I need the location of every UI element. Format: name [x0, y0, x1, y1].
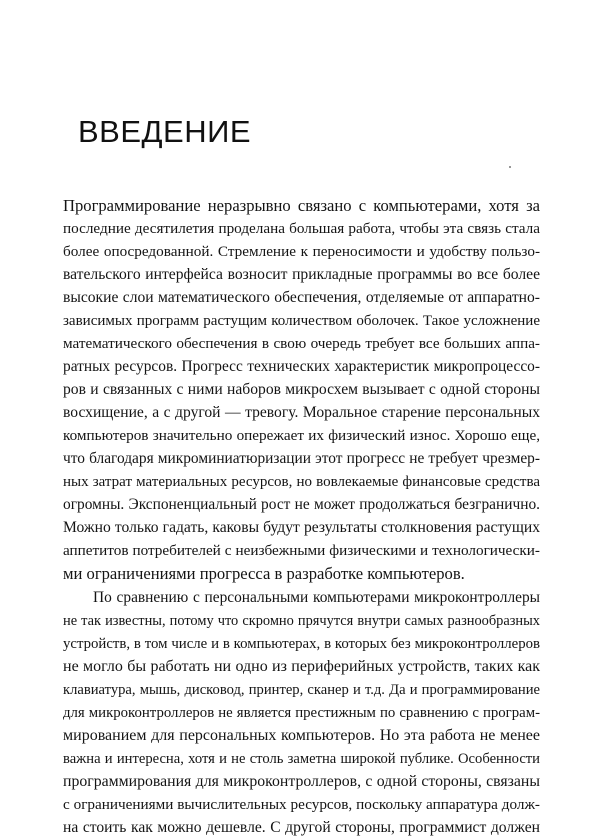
text-line: Программирование неразрывно связано с компьютерами, хотя за	[63, 196, 540, 215]
text-line: огромны. Экспоненциальный рост не может продолжаться безгранично.	[63, 496, 540, 513]
text-line: восхищение, а с другой — тревогу. Моральное старение персональных	[63, 404, 540, 421]
text-line: высокие слои математического обеспечения, отделяемые от аппаратно-	[63, 289, 540, 306]
text-line: более опосредованной. Стремление к переносимости и удобству пользо-	[63, 243, 540, 260]
text-line: не могло бы работать ни одно из периферийных устройств, таких как	[63, 658, 540, 675]
text-line: мированием для персональных компьютеров. Но эта работа не менее	[63, 727, 540, 744]
text-line: важна и интересна, хотя и не столь заметна широкой публике. Особенности	[63, 751, 540, 767]
text-line: программирования для микроконтроллеров, с одной стороны, связаны	[63, 773, 540, 790]
chapter-title: ВВЕДЕНИЕ	[78, 114, 252, 149]
text-line-last: ми ограничениями прогресса в разработке компьютеров.	[63, 564, 465, 583]
text-line: клавиатура, мышь, дисковод, принтер, сканер и т.д. Да и программирование	[63, 682, 540, 698]
text-line: математического обеспечения в свою очередь требует все больших аппа-	[63, 335, 540, 352]
text-line: устройств, в том числе и в компьютерах, в которых без микроконтроллеров	[63, 636, 540, 652]
text-line: ров и связанных с ними наборов микросхем вызывает с одной стороны	[63, 381, 540, 398]
text-line: для микроконтроллеров не является престижным по сравнению с програм-	[63, 705, 540, 721]
text-line: По сравнению с персональными компьютерами микроконтроллеры	[93, 589, 540, 606]
text-line: ных затрат материальных ресурсов, но вовлекаемые финансовые средства	[63, 474, 540, 490]
text-line: вательского интерфейса возносит прикладные программы во все более	[63, 266, 540, 283]
text-line: что благодаря микроминиатюризации этот прогресс не требует чрезмер-	[63, 450, 540, 467]
text-line: последние десятилетия проделана большая работа, чтобы эта связь стала	[63, 220, 540, 237]
text-line: компьютеров значительно опережает их физический износ. Хорошо еще,	[63, 427, 540, 444]
text-line: не так известны, потому что скромно прячутся внутри самых разнообразных	[63, 613, 540, 629]
text-line: Можно только гадать, каковы будут результаты столкновения растущих	[63, 519, 540, 536]
text-line: на стоить как можно дешевле. С другой стороны, программист должен	[63, 819, 540, 836]
text-line: аппетитов потребителей с неизбежными физическими и технологически-	[63, 542, 540, 559]
text-line: с ограничениями вычислительных ресурсов, поскольку аппаратура долж-	[63, 796, 540, 813]
text-line: ратных ресурсов. Прогресс технических характеристик микропроцессо-	[63, 358, 540, 375]
text-line: зависимых программ растущим количеством оболочек. Такое усложнение	[63, 313, 540, 329]
